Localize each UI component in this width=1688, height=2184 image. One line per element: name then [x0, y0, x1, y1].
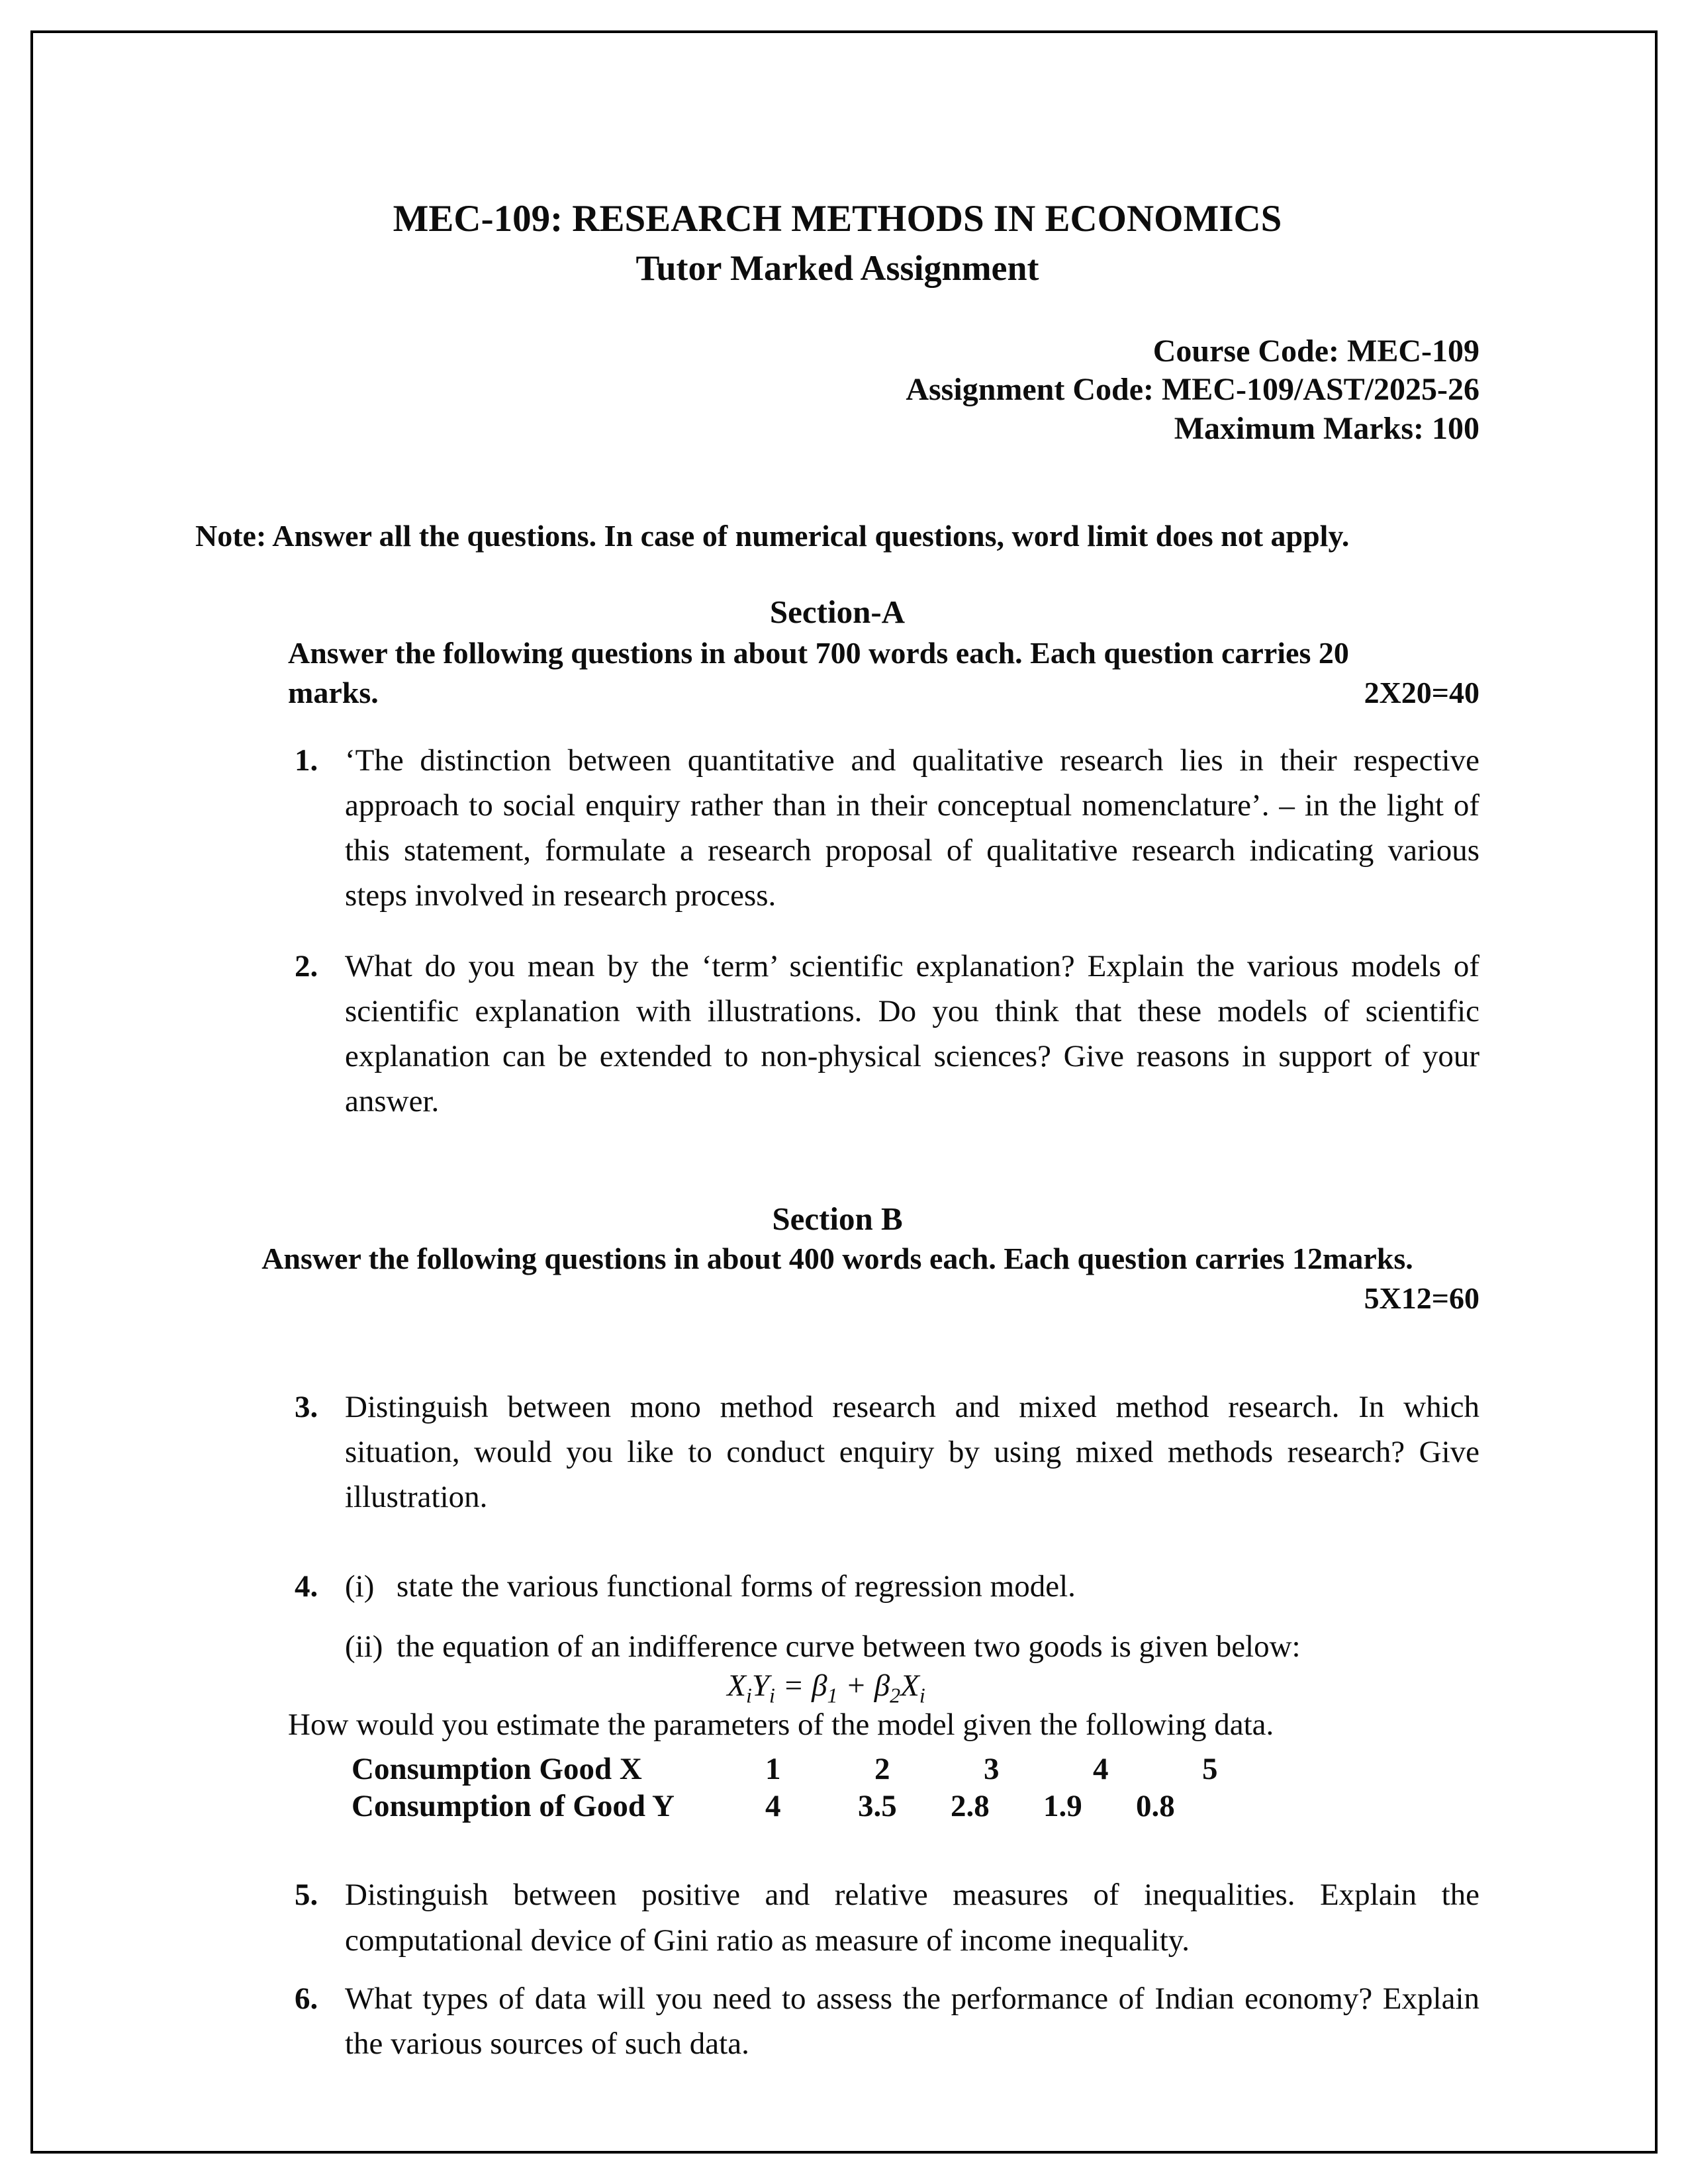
- table-row-label: Consumption Good X: [352, 1751, 642, 1786]
- question-item: [295, 1872, 1479, 1962]
- question-number: 5.: [295, 1878, 318, 1913]
- section-b-questions: [288, 1385, 1479, 2066]
- question-number: 6.: [295, 1981, 318, 2016]
- part-ii-text: the equation of an indifference curve between two goods is given below:: [397, 1629, 1301, 1664]
- table-cell: 2.8: [951, 1789, 990, 1824]
- question-item: [288, 1567, 1479, 1825]
- note-text: Note: Answer all the questions. In case of numerical questions, word limit does not apply.: [195, 519, 1350, 553]
- question-item: [295, 1976, 1479, 2066]
- question-number: 2.: [295, 948, 318, 983]
- maximum-marks-line: Maximum Marks: 100: [1174, 410, 1479, 446]
- section-a-instruction-line1: Answer the following questions in about 700 words each. Each question carries 20: [288, 636, 1349, 670]
- table-cell: 1: [765, 1751, 781, 1786]
- section-b-marks: 5X12=60: [1364, 1281, 1479, 1315]
- assignment-code-line: Assignment Code: MEC-109/AST/2025-26: [906, 372, 1479, 408]
- question-item: [295, 944, 1479, 1124]
- indifference-curve-equation: $X_iY_i = \beta_1 + \beta_2X_i$: [727, 1668, 925, 1707]
- section-a-instruction: [288, 633, 1479, 713]
- question-number: 4.: [295, 1569, 318, 1604]
- section-a-instruction-line2-text: marks.: [288, 676, 379, 710]
- question-text: Distinguish between mono method research and mixed method research. In which situation, would you like to conduct enquiry by using mixed methods research? Give illustration.: [345, 1389, 1479, 1514]
- question-number: 1.: [295, 743, 318, 778]
- question-follow-up: How would you estimate the parameters of the model given the following data.: [288, 1707, 1274, 1743]
- document-title: MEC-109: RESEARCH METHODS IN ECONOMICS: [393, 198, 1282, 240]
- section-a-instruction-line2: [288, 673, 1479, 713]
- table-cell: 3: [984, 1751, 1000, 1786]
- table-cell: 1.9: [1043, 1789, 1082, 1824]
- document-subtitle: Tutor Marked Assignment: [635, 248, 1039, 289]
- question-text: Distinguish between positive and relative measures of inequalities. Explain the computational device of Gini ratio as measure of income inequality.: [345, 1878, 1479, 1958]
- table-cell: 4: [1093, 1751, 1109, 1786]
- question-text: What types of data will you need to assess the performance of Indian economy? Explain the various sources of such data.: [345, 1981, 1479, 2061]
- section-a-questions: [295, 738, 1479, 1124]
- table-cell: 5: [1202, 1751, 1218, 1786]
- course-code-line: Course Code: MEC-109: [1152, 333, 1479, 369]
- question-item: [295, 1385, 1479, 1520]
- table-row: [352, 1751, 1479, 1788]
- section-b-instruction: Answer the following questions in about 400 words each. Each question carries 12marks.: [261, 1242, 1413, 1276]
- table-row: [352, 1788, 1479, 1825]
- table-cell: 2: [874, 1751, 890, 1786]
- part-ii-label: (ii): [345, 1629, 383, 1664]
- question-text: ‘The distinction between quantitative and qualitative research lies in their respective approach to social enquiry rather than in their conceptual nomenclature’. – in the light of this statement, formulate a research proposal of qualitative research indicating various steps involved in research process.: [345, 743, 1479, 913]
- question-part-ii: [345, 1627, 1479, 1666]
- question-number: 3.: [295, 1389, 318, 1424]
- part-i-text: state the various functional forms of regression model.: [397, 1569, 1076, 1604]
- question-text: What do you mean by the ‘term’ scientific explanation? Explain the various models of scientific explanation with illustrations. Do you think that these models of scientific explanation can be extended to non-physical sciences? Give reasons in support of your answer.: [345, 948, 1479, 1118]
- question-text: [345, 1567, 1479, 1708]
- question-item: [295, 738, 1479, 919]
- table-cell: 0.8: [1136, 1789, 1175, 1824]
- consumption-data-table: [352, 1751, 1479, 1825]
- question-part-i: [345, 1567, 1479, 1606]
- table-cell: 3.5: [858, 1789, 897, 1824]
- section-a-marks: 2X20=40: [1364, 676, 1479, 710]
- section-a-heading: Section-A: [769, 594, 906, 631]
- table-row-label: Consumption of Good Y: [352, 1789, 675, 1824]
- part-i-label: (i): [345, 1569, 375, 1604]
- table-cell: 4: [765, 1789, 781, 1824]
- section-b-heading: Section B: [772, 1201, 903, 1238]
- course-meta-block: [195, 332, 1479, 449]
